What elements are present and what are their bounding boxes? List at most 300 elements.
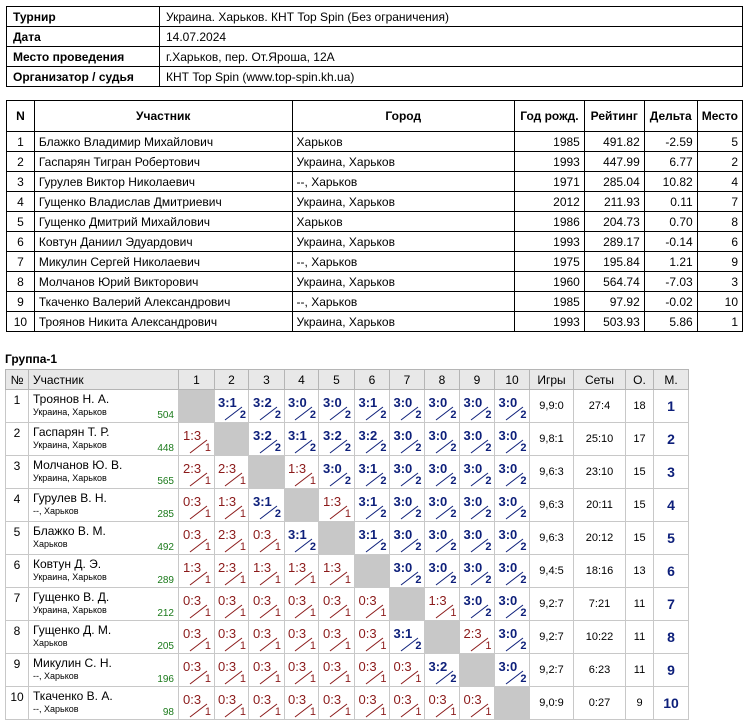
participants-table	[6, 100, 743, 332]
match-result	[461, 425, 494, 454]
participant-cell: 7	[697, 192, 742, 212]
match-score: 3:0	[428, 460, 448, 476]
match-score: 0:3	[253, 625, 272, 641]
match-score: 0:3	[323, 592, 342, 608]
match-cell	[215, 489, 249, 522]
player-name[interactable]: Гурулев В. Н.	[33, 491, 107, 505]
participant-row	[7, 312, 743, 332]
match-result	[215, 689, 248, 718]
match-cell	[285, 423, 319, 456]
match-cell	[319, 423, 355, 456]
participant-cell: Харьков	[292, 132, 514, 152]
participant-cell: Гущенко Владислав Дмитриевич	[34, 192, 292, 212]
match-cell	[215, 687, 249, 720]
match-result	[250, 524, 283, 553]
player-city: --, Харьков	[33, 704, 79, 714]
group-row-number: 8	[6, 621, 29, 654]
participant-cell: 491.82	[584, 132, 644, 152]
player-name[interactable]: Молчанов Ю. В.	[33, 458, 123, 472]
sets-total: 25:10	[574, 423, 626, 456]
match-result	[391, 689, 424, 718]
match-result	[215, 392, 248, 421]
match-result	[215, 557, 248, 586]
match-result	[426, 590, 459, 619]
match-result	[320, 689, 353, 718]
match-points: 2	[415, 474, 422, 487]
match-points: 1	[344, 705, 351, 718]
match-cell	[355, 522, 390, 555]
match-result	[426, 689, 459, 718]
match-cell	[495, 423, 530, 456]
match-result	[356, 524, 389, 553]
match-cell	[249, 654, 285, 687]
match-result	[496, 656, 529, 685]
match-points: 1	[309, 606, 316, 619]
match-result	[215, 458, 248, 487]
player-city: Харьков	[33, 539, 68, 549]
participant-cell: --, Харьков	[292, 252, 514, 272]
player-city: --, Харьков	[33, 506, 79, 516]
participant-row	[7, 232, 743, 252]
match-result	[215, 524, 248, 553]
match-cell	[319, 621, 355, 654]
participant-cell: 289.17	[584, 232, 644, 252]
match-points: 1	[204, 606, 211, 619]
group-row	[6, 489, 689, 522]
sets-total: 27:4	[574, 390, 626, 423]
match-result	[285, 656, 318, 685]
player-name[interactable]: Гущенко В. Д.	[33, 590, 110, 604]
match-result	[285, 425, 318, 454]
match-cell	[249, 390, 285, 423]
participants-column-header: Место	[697, 101, 742, 132]
group-row	[6, 555, 689, 588]
participant-cell: 1960	[514, 272, 584, 292]
match-score: 0:3	[183, 691, 202, 707]
player-rating: 492	[157, 542, 174, 553]
player-city: --, Харьков	[33, 671, 79, 681]
diagonal-cell	[179, 390, 215, 423]
match-cell	[319, 555, 355, 588]
diagonal-cell	[249, 456, 285, 489]
group-crosstable	[5, 369, 689, 720]
participant-cell: 10	[7, 312, 35, 332]
sets-total: 0:27	[574, 687, 626, 720]
sets-total: 7:21	[574, 588, 626, 621]
match-points: 2	[380, 507, 387, 520]
match-points: 2	[344, 408, 351, 421]
match-cell	[460, 588, 495, 621]
match-score: 0:3	[288, 592, 307, 608]
group-row-number: 6	[6, 555, 29, 588]
match-score: 0:3	[183, 493, 202, 509]
participant-cell: 1993	[514, 232, 584, 252]
participant-cell: 195.84	[584, 252, 644, 272]
match-points: 1	[309, 672, 316, 685]
match-result	[426, 491, 459, 520]
match-cell	[179, 555, 215, 588]
match-result	[320, 623, 353, 652]
match-result	[320, 425, 353, 454]
participant-cell: 285.04	[584, 172, 644, 192]
match-result	[426, 524, 459, 553]
match-score: 2:3	[183, 460, 202, 476]
participant-row	[7, 192, 743, 212]
match-points: 2	[520, 606, 527, 619]
info-body	[7, 7, 743, 87]
match-cell	[355, 654, 390, 687]
match-score: 0:3	[183, 658, 202, 674]
group-column-header: 5	[319, 370, 355, 390]
participants-column-header: Дельта	[644, 101, 697, 132]
match-score: 1:3	[288, 460, 307, 476]
match-cell	[249, 522, 285, 555]
group-column-header: М.	[654, 370, 689, 390]
match-result	[496, 392, 529, 421]
match-points: 2	[309, 441, 316, 454]
match-result	[180, 689, 213, 718]
match-score: 1:3	[428, 592, 447, 608]
match-result	[215, 656, 248, 685]
participant-cell: 1.21	[644, 252, 697, 272]
match-points: 2	[520, 441, 527, 454]
diagonal-cell	[319, 522, 355, 555]
match-points: 1	[344, 672, 351, 685]
participant-cell: Украина, Харьков	[292, 272, 514, 292]
match-result	[461, 557, 494, 586]
points-total: 9	[626, 687, 654, 720]
match-points: 1	[239, 606, 246, 619]
match-cell	[215, 456, 249, 489]
match-cell	[425, 489, 460, 522]
match-points: 1	[274, 672, 281, 685]
match-score: 3:2	[428, 658, 448, 674]
match-score: 3:0	[393, 493, 413, 509]
games-total: 9,6:3	[530, 456, 574, 489]
match-result	[356, 623, 389, 652]
match-cell	[285, 555, 319, 588]
match-cell	[319, 654, 355, 687]
participant-cell: 2012	[514, 192, 584, 212]
match-cell	[249, 588, 285, 621]
participants-column-header: Год рожд.	[514, 101, 584, 132]
match-points: 1	[380, 705, 387, 718]
group-row-number: 10	[6, 687, 29, 720]
games-total: 9,8:1	[530, 423, 574, 456]
match-result	[215, 491, 248, 520]
match-points: 2	[450, 441, 457, 454]
match-cell	[319, 687, 355, 720]
match-result	[320, 656, 353, 685]
match-result	[356, 656, 389, 685]
participant-cell: Ткаченко Валерий Александрович	[34, 292, 292, 312]
match-cell	[249, 489, 285, 522]
participant-cell: 9	[697, 252, 742, 272]
participant-cell: 9	[7, 292, 35, 312]
match-points: 2	[415, 540, 422, 553]
match-score: 0:3	[288, 691, 307, 707]
participant-cell: -0.02	[644, 292, 697, 312]
participant-cell: 1993	[514, 312, 584, 332]
match-points: 1	[239, 507, 246, 520]
match-score: 3:0	[463, 592, 483, 608]
match-cell	[390, 522, 425, 555]
match-points: 2	[309, 540, 316, 553]
player-name[interactable]: Ткаченко В. А.	[33, 689, 113, 703]
group-participant	[29, 654, 179, 687]
match-result	[215, 623, 248, 652]
match-result	[180, 656, 213, 685]
match-result	[461, 524, 494, 553]
match-cell	[215, 654, 249, 687]
match-score: 3:0	[393, 394, 413, 410]
match-cell	[390, 555, 425, 588]
player-city: Украина, Харьков	[33, 572, 107, 582]
player-city: Харьков	[33, 638, 68, 648]
match-score: 0:3	[358, 658, 377, 674]
group-row-number: 1	[6, 390, 29, 423]
final-place: 4	[654, 489, 689, 522]
group-column-header: 4	[285, 370, 319, 390]
match-score: 0:3	[288, 625, 307, 641]
match-cell	[425, 687, 460, 720]
info-label: Дата	[7, 27, 160, 47]
group-participant	[29, 588, 179, 621]
match-result	[285, 623, 318, 652]
match-score: 2:3	[218, 526, 237, 542]
participant-cell: 1975	[514, 252, 584, 272]
match-cell	[390, 621, 425, 654]
participant-row	[7, 292, 743, 312]
match-score: 2:3	[463, 625, 482, 641]
match-cell	[390, 654, 425, 687]
match-points: 1	[204, 507, 211, 520]
points-total: 17	[626, 423, 654, 456]
group-row-number: 9	[6, 654, 29, 687]
points-total: 13	[626, 555, 654, 588]
player-rating: 98	[162, 707, 174, 718]
match-points: 2	[380, 408, 387, 421]
player-name[interactable]: Микулин С. Н.	[33, 656, 112, 670]
match-score: 3:0	[288, 394, 307, 410]
match-points: 1	[204, 639, 211, 652]
group-row-number: 4	[6, 489, 29, 522]
match-cell	[390, 390, 425, 423]
match-score: 3:0	[463, 559, 483, 575]
group-row	[6, 522, 689, 555]
match-score: 3:0	[498, 394, 518, 410]
info-label: Турнир	[7, 7, 160, 27]
match-cell	[179, 423, 215, 456]
group-participant	[29, 489, 179, 522]
match-points: 2	[450, 474, 457, 487]
match-points: 2	[344, 441, 351, 454]
match-cell	[495, 522, 530, 555]
group-title: Группа-1	[5, 352, 58, 366]
group-participant	[29, 555, 179, 588]
match-result	[250, 491, 283, 520]
group-row-number: 2	[6, 423, 29, 456]
group-row	[6, 423, 689, 456]
match-cell	[355, 456, 390, 489]
participants-column-header: Участник	[34, 101, 292, 132]
match-points: 1	[204, 441, 211, 454]
group-row	[6, 687, 689, 720]
player-city: Украина, Харьков	[33, 605, 107, 615]
player-name[interactable]: Гущенко Д. М.	[33, 623, 112, 637]
match-score: 0:3	[218, 592, 237, 608]
participant-row	[7, 152, 743, 172]
match-result	[180, 524, 213, 553]
participants-column-header: N	[7, 101, 35, 132]
match-score: 3:1	[358, 526, 378, 542]
match-points: 1	[204, 672, 211, 685]
match-points: 2	[520, 639, 527, 652]
match-points: 2	[380, 474, 387, 487]
info-value: Украина. Харьков. КНТ Top Spin (Без ограничения)	[160, 7, 743, 27]
match-score: 3:0	[428, 526, 448, 542]
participant-cell: Гурулев Виктор Николаевич	[34, 172, 292, 192]
match-points: 2	[485, 441, 492, 454]
group-row-number: 7	[6, 588, 29, 621]
match-points: 2	[309, 408, 316, 421]
match-score: 1:3	[323, 559, 342, 575]
player-name[interactable]: Ковтун Д. Э.	[33, 557, 102, 571]
group-column-header: 8	[425, 370, 460, 390]
player-name[interactable]: Гаспарян Т. Р.	[33, 425, 110, 439]
match-score: 1:3	[218, 493, 237, 509]
player-name[interactable]: Троянов Н. А.	[33, 392, 110, 406]
sets-total: 20:12	[574, 522, 626, 555]
participant-cell: 2	[7, 152, 35, 172]
match-points: 2	[274, 441, 281, 454]
match-score: 3:0	[498, 526, 518, 542]
games-total: 9,2:7	[530, 588, 574, 621]
match-cell	[319, 390, 355, 423]
match-cell	[390, 456, 425, 489]
match-score: 0:3	[323, 625, 342, 641]
match-cell	[495, 390, 530, 423]
match-points: 1	[204, 540, 211, 553]
match-points: 1	[239, 474, 246, 487]
match-points: 1	[309, 474, 316, 487]
player-rating: 448	[157, 443, 174, 454]
final-place: 10	[654, 687, 689, 720]
match-cell	[285, 687, 319, 720]
match-cell	[179, 489, 215, 522]
match-points: 2	[450, 573, 457, 586]
participant-row	[7, 212, 743, 232]
match-points: 1	[485, 639, 492, 652]
group-column-header: №	[6, 370, 29, 390]
final-place: 7	[654, 588, 689, 621]
match-points: 2	[415, 441, 422, 454]
match-cell	[425, 423, 460, 456]
match-points: 1	[380, 639, 387, 652]
group-participant	[29, 621, 179, 654]
match-score: 3:0	[498, 493, 518, 509]
match-points: 2	[274, 408, 281, 421]
match-cell	[460, 687, 495, 720]
match-points: 1	[344, 507, 351, 520]
participant-cell: Ковтун Даниил Эдуардович	[34, 232, 292, 252]
match-points: 1	[344, 639, 351, 652]
participant-cell: 2	[697, 152, 742, 172]
match-cell	[390, 687, 425, 720]
match-score: 3:1	[253, 493, 272, 509]
match-result	[461, 623, 494, 652]
participants-body	[7, 132, 743, 332]
match-score: 0:3	[253, 658, 272, 674]
match-cell	[215, 522, 249, 555]
match-score: 1:3	[183, 559, 202, 575]
match-result	[356, 392, 389, 421]
points-total: 15	[626, 456, 654, 489]
participant-cell: Блажко Владимир Михайлович	[34, 132, 292, 152]
match-result	[391, 557, 424, 586]
match-points: 1	[274, 639, 281, 652]
match-points: 2	[415, 639, 422, 652]
match-result	[250, 557, 283, 586]
match-points: 1	[204, 705, 211, 718]
participant-cell: 6.77	[644, 152, 697, 172]
player-name[interactable]: Блажко В. М.	[33, 524, 106, 538]
match-points: 1	[274, 540, 281, 553]
match-score: 0:3	[428, 691, 447, 707]
participant-cell: 8	[7, 272, 35, 292]
match-points: 1	[239, 639, 246, 652]
match-score: 3:0	[323, 394, 342, 410]
participant-row	[7, 272, 743, 292]
group-participant	[29, 390, 179, 423]
match-score: 0:3	[288, 658, 307, 674]
match-result	[391, 458, 424, 487]
match-result	[496, 557, 529, 586]
match-cell	[425, 456, 460, 489]
group-row	[6, 390, 689, 423]
match-result	[391, 491, 424, 520]
match-score: 0:3	[358, 592, 377, 608]
match-result	[391, 392, 424, 421]
match-result	[250, 689, 283, 718]
group-column-header: 10	[495, 370, 530, 390]
participant-cell: 1971	[514, 172, 584, 192]
match-points: 2	[450, 507, 457, 520]
match-result	[250, 623, 283, 652]
match-points: 2	[520, 573, 527, 586]
group-participant	[29, 522, 179, 555]
group-column-header: О.	[626, 370, 654, 390]
match-result	[180, 425, 213, 454]
match-result	[356, 590, 389, 619]
match-points: 2	[485, 474, 492, 487]
match-score: 1:3	[253, 559, 272, 575]
info-row	[7, 47, 743, 67]
info-label: Место проведения	[7, 47, 160, 67]
match-result	[285, 590, 318, 619]
match-score: 3:0	[463, 427, 483, 443]
match-score: 0:3	[253, 592, 272, 608]
participant-cell: 4	[7, 192, 35, 212]
match-points: 1	[239, 540, 246, 553]
participant-cell: 503.93	[584, 312, 644, 332]
match-result	[356, 425, 389, 454]
participant-cell: Гаспарян Тигран Робертович	[34, 152, 292, 172]
match-result	[461, 458, 494, 487]
match-score: 3:0	[393, 559, 413, 575]
player-rating: 205	[157, 641, 174, 652]
participant-cell: 1993	[514, 152, 584, 172]
